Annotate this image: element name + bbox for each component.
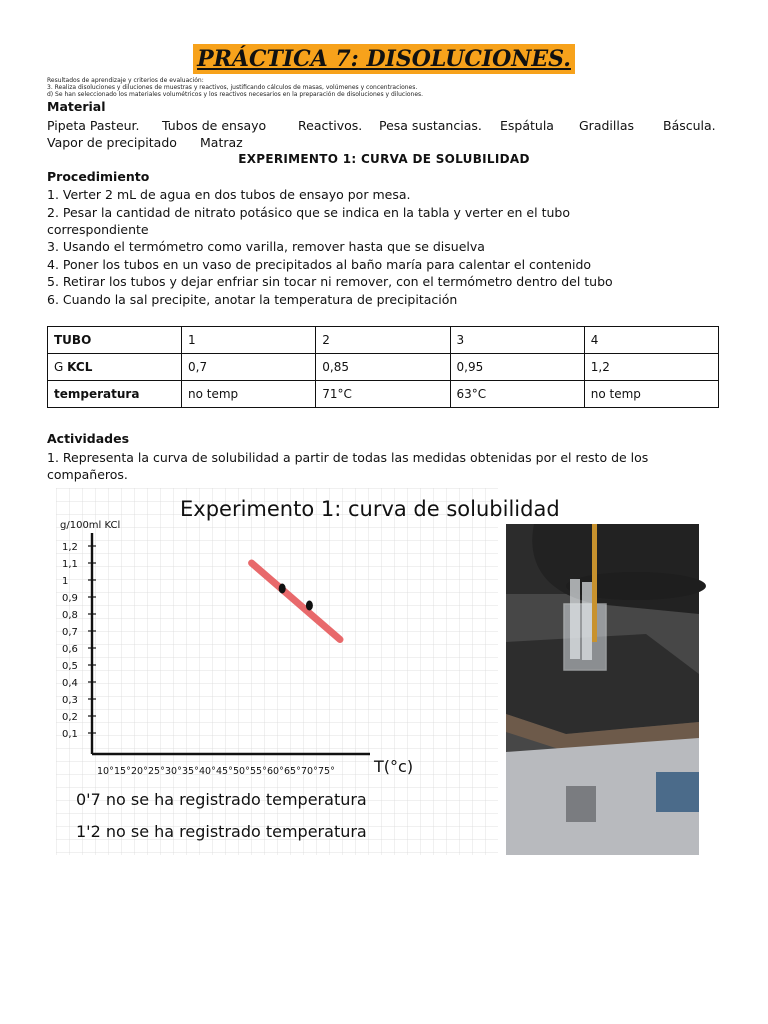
material-item: Pipeta Pasteur. <box>47 118 140 133</box>
experiment-title: EXPERIMENTO 1: CURVA DE SOLUBILIDAD <box>238 152 530 166</box>
test-tube <box>582 582 592 660</box>
material-item: Vapor de precipitado <box>47 135 177 150</box>
material-item: Reactivos. <box>298 118 363 133</box>
test-tube <box>570 579 580 659</box>
material-item: Tubos de ensayo <box>162 118 267 133</box>
y-tick-label: 1,2 <box>62 542 78 553</box>
material-item: Pesa sustancias. <box>379 118 482 133</box>
table-cell: 4 <box>584 327 718 354</box>
y-tick-label: 1 <box>62 576 69 587</box>
procedure-step: 4. Poner los tubos en un vaso de precipitados al baño maría para calentar el contenido <box>47 257 592 272</box>
procedure-heading: Procedimiento <box>47 169 150 184</box>
procedure-step: correspondiente <box>47 222 149 237</box>
x-tick-label: 25° <box>148 766 165 777</box>
y-tick-label: 0,9 <box>62 593 78 604</box>
table-row <box>48 327 719 354</box>
thermometer <box>592 524 597 642</box>
activity-line: 1. Representa la curva de solubilidad a partir de todas las medidas obtenidas por el resto de los <box>47 450 649 465</box>
procedure-step: 2. Pesar la cantidad de nitrato potásico que se indica en la tabla y verter en el tubo <box>47 205 570 220</box>
x-tick-group <box>97 766 335 777</box>
material-row-1 <box>47 118 727 134</box>
x-tick-label: 35° <box>182 766 199 777</box>
table-header-cell: temperatura <box>48 381 182 408</box>
table-cell: 0,7 <box>182 354 316 381</box>
x-axis-label: T(°c) <box>374 757 414 776</box>
x-tick-label: 45° <box>216 766 233 777</box>
procedure-step: 1. Verter 2 mL de agua en dos tubos de ensayo por mesa. <box>47 187 411 202</box>
y-tick-label: 0,4 <box>62 678 78 689</box>
table-cell: 0,95 <box>450 354 584 381</box>
table-cell: 1 <box>182 327 316 354</box>
procedure-step: 6. Cuando la sal precipite, anotar la temperatura de precipitación <box>47 292 458 307</box>
material-item: Espátula <box>500 118 554 133</box>
x-tick-label: 40° <box>199 766 216 777</box>
table-row <box>48 354 719 381</box>
y-tick-label: 0,3 <box>62 695 78 706</box>
table-cell: no temp <box>182 381 316 408</box>
table-header-cell: TUBO <box>48 327 182 354</box>
x-tick-label: 50° <box>233 766 250 777</box>
table-header-cell <box>48 354 182 381</box>
y-tick-label: 0,1 <box>62 729 78 740</box>
mass-prefix: G <box>54 360 68 374</box>
y-tick-label: 1,1 <box>62 559 78 570</box>
y-tick-label: 0,2 <box>62 712 78 723</box>
procedure-step: 3. Usando el termómetro como varilla, remover hasta que se disuelva <box>47 239 485 254</box>
activity-line: compañeros. <box>47 467 128 482</box>
procedure-step: 5. Retirar los tubos y dejar enfriar sin tocar ni remover, con el termómetro dentro del tubo <box>47 274 613 289</box>
material-item: Báscula. <box>663 118 716 133</box>
y-axis-label: g/100ml KCl <box>60 520 121 531</box>
x-tick-label: 15° <box>114 766 131 777</box>
page-title: PRÁCTICA 7: DISOLUCIONES. <box>193 44 575 74</box>
instrument-vents <box>566 786 596 822</box>
criteria-line-2: 3. Realiza disoluciones y diluciones de muestras y reactivos, justificando cálculos de masas, volúmenes y concentraciones. <box>47 84 418 91</box>
table-cell: 63°C <box>450 381 584 408</box>
x-tick-label: 30° <box>165 766 182 777</box>
table-cell: 3 <box>450 327 584 354</box>
x-tick-label: 70° <box>301 766 318 777</box>
x-tick-label: 20° <box>131 766 148 777</box>
y-tick-label: 0,8 <box>62 610 78 621</box>
material-row-2 <box>47 135 347 151</box>
x-tick-label: 60° <box>267 766 284 777</box>
activities-heading: Actividades <box>47 431 130 446</box>
table-row <box>48 381 719 408</box>
instrument-display <box>656 772 699 812</box>
criteria-line-1: Resultados de aprendizaje y criterios de evaluación: <box>47 77 204 84</box>
material-item: Gradillas <box>579 118 635 133</box>
data-point <box>306 601 313 611</box>
solubility-sketch <box>56 488 560 855</box>
y-tick-label: 0,5 <box>62 661 78 672</box>
material-heading: Material <box>47 99 106 114</box>
sketch-title: Experimento 1: curva de solubilidad <box>180 497 560 521</box>
y-tick-label: 0,7 <box>62 627 78 638</box>
table-cell: 2 <box>316 327 450 354</box>
x-tick-label: 75° <box>318 766 335 777</box>
compound-label: KCL <box>67 360 93 374</box>
table-cell: no temp <box>584 381 718 408</box>
lab-photo <box>506 524 699 855</box>
note-line-1: 0'7 no se ha registrado temperatura <box>76 790 367 809</box>
results-table <box>47 326 719 408</box>
table-cell: 1,2 <box>584 354 718 381</box>
x-tick-label: 10° <box>97 766 114 777</box>
data-point <box>279 584 286 594</box>
title-container <box>0 44 768 74</box>
material-item: Matraz <box>200 135 243 150</box>
criteria-line-3: d) Se han seleccionado los materiales volumétricos y los reactivos necesarios en la preparación de disoluciones y diluciones. <box>47 91 424 98</box>
x-tick-label: 55° <box>250 766 267 777</box>
table-cell: 0,85 <box>316 354 450 381</box>
x-tick-label: 65° <box>284 766 301 777</box>
table-cell: 71°C <box>316 381 450 408</box>
note-line-2: 1'2 no se ha registrado temperatura <box>76 822 367 841</box>
y-tick-label: 0,6 <box>62 644 78 655</box>
